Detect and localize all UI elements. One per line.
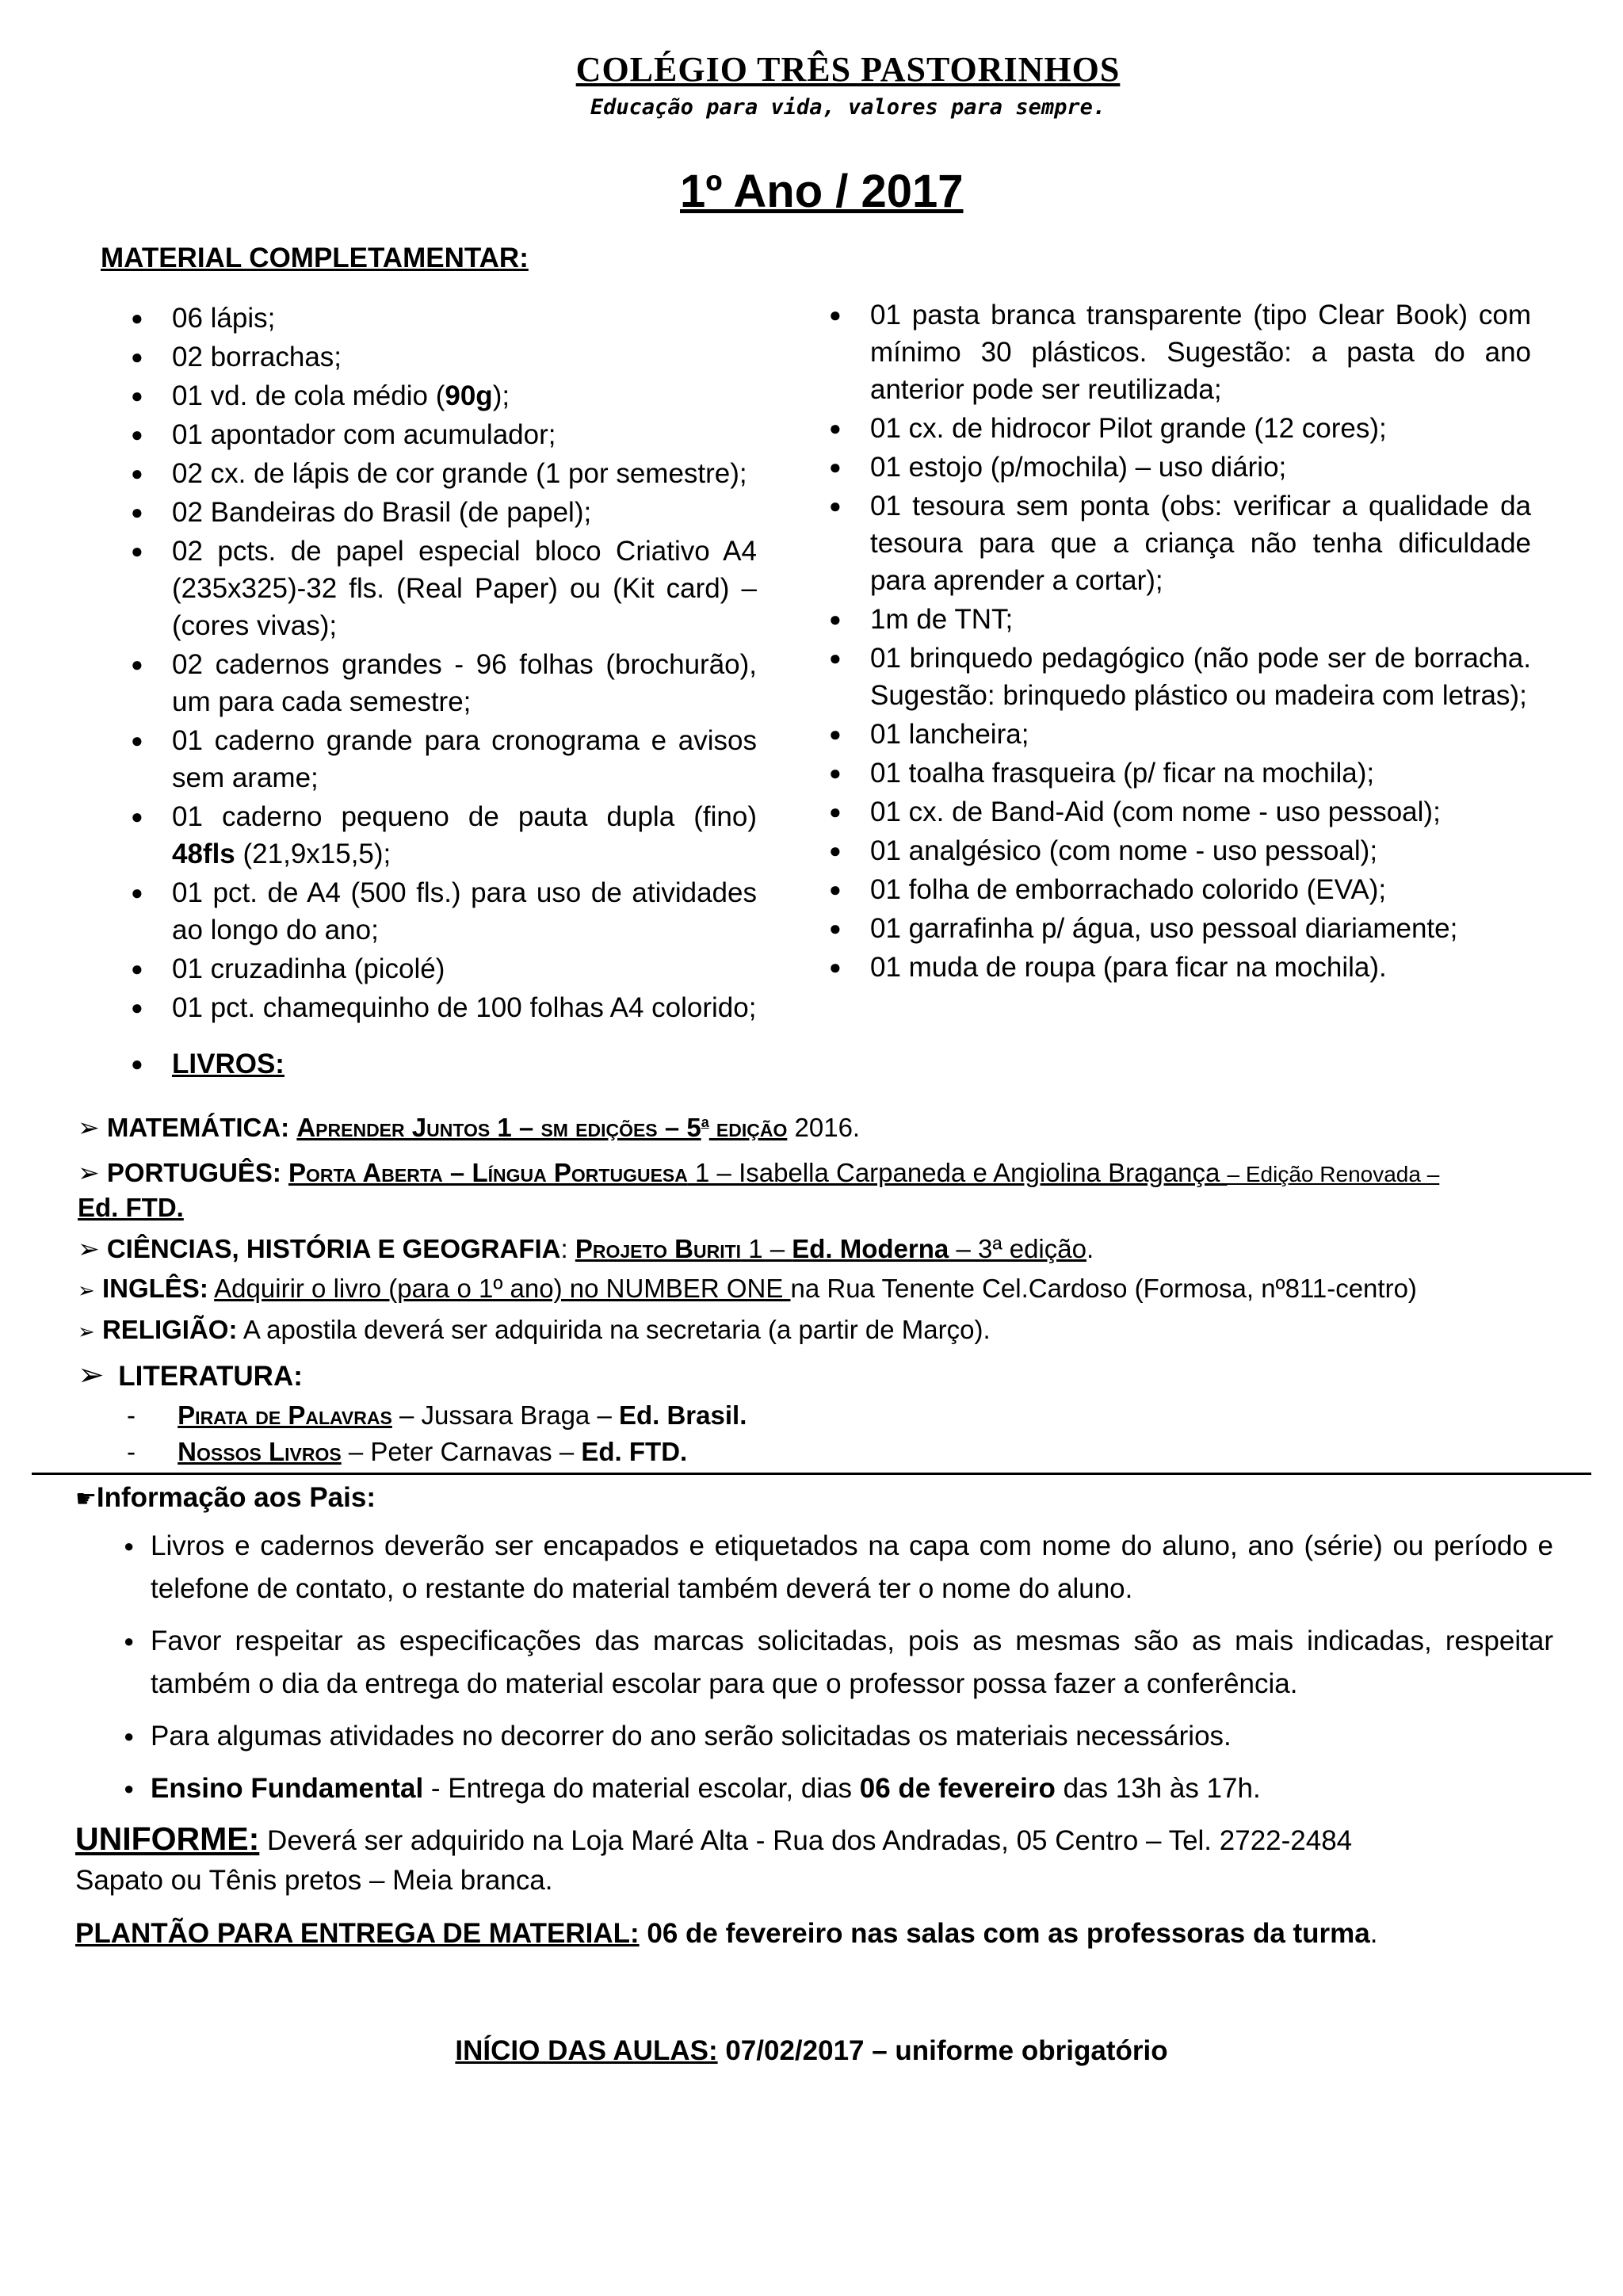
info-item [151, 1620, 1553, 1706]
book-subject: LITERATURA: [118, 1361, 303, 1392]
material-item [131, 646, 757, 720]
book-instruction: Adquirir o livro (para o 1º ano) no NUMBER ONE [214, 1274, 791, 1303]
material-item [829, 871, 1531, 908]
book-matematica [78, 1105, 860, 1145]
material-item [131, 300, 757, 337]
material-item-text: 01 pasta branca transparente (tipo Clear Book) com mínimo 30 plásticos. Sugestão: a pasta do ano anterior pode ser reutilizada; [870, 300, 1531, 405]
info-item-label: Ensino Fundamental [151, 1773, 424, 1804]
material-item [829, 449, 1531, 486]
book-subject: INGLÊS: [101, 1274, 208, 1303]
material-item-text: 01 muda de roupa (para ficar na mochila). [870, 952, 1387, 983]
info-title [75, 1482, 376, 1514]
material-item-text: 48fls [172, 839, 235, 869]
info-item [151, 1767, 1553, 1810]
book-religiao [78, 1312, 991, 1350]
inicio-label: INÍCIO DAS AULAS: [455, 2035, 718, 2066]
material-item [829, 487, 1531, 599]
material-item-text: 01 cx. de hidrocor Pilot grande (12 cores); [870, 413, 1387, 444]
book-title: Porta Aberta – Língua Portuguesa [288, 1158, 688, 1187]
info-item-text: - Entrega do material escolar, dias [423, 1773, 860, 1804]
book-edition: edição [708, 1113, 788, 1142]
uniforme-line2: Sapato ou Tênis pretos – Meia branca. [75, 1865, 553, 1896]
book-subject: RELIGIÃO: [101, 1315, 238, 1344]
material-item [829, 793, 1531, 831]
plantao-label: PLANTÃO PARA ENTREGA DE MATERIAL: [75, 1918, 640, 1949]
material-item [829, 949, 1531, 986]
material-item-text: 01 cx. de Band-Aid (com nome - uso pessoal); [870, 797, 1441, 827]
book-address: na Rua Tenente Cel.Cardoso (Formosa, nº811-centro) [790, 1274, 1417, 1303]
info-list [151, 1525, 1553, 1820]
plantao-text: 06 de fevereiro nas salas com as professoras da turma [639, 1918, 1370, 1949]
material-title: MATERIAL COMPLETAMENTAR: [101, 243, 529, 273]
material-item-text: 01 pct. de A4 (500 fls.) para uso de atividades ao longo do ano; [172, 877, 757, 946]
plantao-section [75, 1918, 1378, 1950]
pointing-hand-icon: ☛ [75, 1486, 97, 1512]
material-item-text: 01 pct. chamequinho de 100 folhas A4 colorido; [172, 992, 757, 1023]
literatura-publisher: Ed. Brasil. [618, 1400, 747, 1430]
uniforme-line1: Deverá ser adquirido na Loja Maré Alta - Rua dos Andradas, 05 Centro – Tel. 2722-2484 [259, 1825, 1353, 1856]
info-item-text: Livros e cadernos deverão ser encapados e etiquetados na capa com nome do aluno, ano (série) ou período e telefone de contato, o restante do material também deverá ter o nome do aluno. [151, 1530, 1553, 1604]
info-item [151, 1525, 1553, 1610]
material-list-left [131, 300, 757, 1026]
uniforme-label: UNIFORME: [75, 1820, 260, 1857]
arrow-icon: ➢ [78, 1112, 100, 1143]
info-item-hours: das 13h às 17h. [1055, 1773, 1261, 1804]
material-item-text: 02 cx. de lápis de cor grande (1 por semestre); [172, 458, 747, 489]
material-item-text: 01 garrafinha p/ água, uso pessoal diariamente; [870, 913, 1458, 944]
material-item [131, 338, 757, 376]
book-volume: 1 – [741, 1234, 792, 1263]
book-edition-sup: a [701, 1114, 709, 1130]
plantao-end: . [1369, 1918, 1378, 1949]
material-item [829, 716, 1531, 753]
inicio-section [0, 2035, 1623, 2067]
material-item-text: 02 cadernos grandes - 96 folhas (brochurão), um para cada semestre; [172, 649, 757, 717]
material-item-text: 01 analgésico (com nome - uso pessoal); [870, 835, 1378, 866]
literatura-title: Pirata de Palavras [178, 1400, 392, 1430]
info-item-text: Para algumas atividades no decorrer do ano serão solicitadas os materiais necessários. [151, 1721, 1232, 1752]
material-item-text: 01 vd. de cola médio ( [172, 380, 445, 411]
book-portugues [78, 1156, 1439, 1192]
arrow-icon: ➢ [78, 1357, 105, 1393]
book-publisher: Ed. Moderna [792, 1234, 949, 1263]
inicio-text: 07/02/2017 – uniforme obrigatório [717, 2035, 1168, 2066]
book-authors: 1 – Isabella Carpaneda e Angiolina Bragança [687, 1158, 1228, 1187]
material-item [829, 640, 1531, 714]
bullet-icon: ● [131, 1052, 143, 1075]
material-item-text: 1m de TNT; [870, 604, 1014, 635]
material-item-text: 01 cruzadinha (picolé) [172, 953, 445, 984]
material-item [829, 910, 1531, 947]
book-colon: : [560, 1234, 568, 1263]
material-item-text: 01 lancheira; [870, 719, 1029, 750]
arrow-icon: ➢ [78, 1320, 95, 1344]
book-subject: MATEMÁTICA: [106, 1113, 290, 1142]
material-item-text: 02 borrachas; [172, 342, 342, 372]
dash-icon: - [127, 1437, 136, 1466]
literatura-item [127, 1435, 687, 1469]
info-title-text: Informação aos Pais: [96, 1482, 376, 1513]
literatura-author: – Jussara Braga – [391, 1400, 619, 1430]
material-item-text: 01 apontador com acumulador; [172, 419, 556, 450]
dash-icon: - [127, 1400, 136, 1430]
material-item-text: 02 pcts. de papel especial bloco Criativo A4 (235x325)-32 fls. (Real Paper) ou (Kit card) – (cores vivas); [172, 536, 757, 641]
material-item [131, 950, 757, 988]
literatura-title: Nossos Livros [178, 1437, 342, 1466]
material-item [131, 533, 757, 644]
material-item-text: 06 lápis; [172, 303, 276, 334]
material-item-text: 01 toalha frasqueira (p/ ficar na mochila); [870, 758, 1375, 789]
arrow-icon: ➢ [78, 1279, 95, 1303]
material-item [131, 989, 757, 1026]
material-item [131, 377, 757, 415]
material-item-text: 01 folha de emborrachado colorido (EVA); [870, 874, 1387, 905]
book-subject: PORTUGUÊS: [106, 1158, 281, 1187]
material-item [131, 416, 757, 453]
book-edition-note: – Edição Renovada – [1227, 1162, 1440, 1186]
uniforme-section [75, 1819, 1352, 1901]
material-item-text: 01 caderno grande para cronograma e avisos sem arame; [172, 725, 757, 793]
material-item-text: ); [492, 380, 510, 411]
material-item-text: 01 tesoura sem ponta (obs: verificar a qualidade da tesoura para que a criança não tenha dificuldade para aprender a cortar); [870, 491, 1531, 596]
info-item [151, 1715, 1553, 1758]
section-divider [32, 1473, 1591, 1475]
arrow-icon: ➢ [78, 1233, 100, 1264]
material-item-text: 02 Bandeiras do Brasil (de papel); [172, 497, 592, 528]
book-ciencias [78, 1232, 1094, 1266]
school-name: COLÉGIO TRÊS PASTORINHOS [575, 50, 1121, 89]
book-literatura [78, 1357, 303, 1393]
book-title: Projeto Buriti [575, 1234, 742, 1263]
material-item [829, 296, 1531, 408]
year-title: 1º Ano / 2017 [680, 166, 964, 217]
material-item-text: 01 estojo (p/mochila) – uso diário; [870, 452, 1287, 483]
material-item-text: 01 brinquedo pedagógico (não pode ser de borracha. Sugestão: brinquedo plástico ou madeira com letras); [870, 643, 1531, 711]
material-item [829, 410, 1531, 447]
info-item-date: 06 de fevereiro [859, 1773, 1056, 1804]
material-item-text: 90g [445, 380, 493, 411]
info-item-text: Favor respeitar as especificações das marcas solicitadas, pois as mesmas são as mais indicadas, respeitar também o dia da entrega do material escolar para que o professor possa fazer a conferência. [151, 1626, 1553, 1699]
book-publisher: Ed. FTD. [78, 1193, 184, 1222]
material-item-text: 01 caderno pequeno de pauta dupla (fino) [172, 801, 757, 832]
material-item [829, 601, 1531, 638]
book-ingles [78, 1271, 1417, 1308]
material-item [131, 494, 757, 531]
books-title: LIVROS: [172, 1049, 285, 1079]
arrow-icon: ➢ [78, 1157, 100, 1188]
book-end: . [1086, 1234, 1094, 1263]
material-list-right [829, 296, 1531, 986]
book-title: Aprender Juntos 1 – sm edições – 5 [296, 1113, 701, 1142]
material-item [131, 722, 757, 797]
material-item [131, 874, 757, 949]
literatura-item [127, 1398, 747, 1433]
book-instruction: A apostila deverá ser adquirida na secretaria (a partir de Março). [237, 1315, 991, 1344]
material-item [131, 455, 757, 492]
literatura-author: – Peter Carnavas – [341, 1437, 582, 1466]
material-item-text: (21,9x15,5); [235, 839, 391, 869]
school-motto: Educação para vida, valores para sempre. [590, 95, 1106, 120]
material-item [131, 798, 757, 873]
book-edition: – 3ª edição [949, 1234, 1086, 1263]
book-subject: CIÊNCIAS, HISTÓRIA E GEOGRAFIA [106, 1234, 561, 1263]
book-year: 2016. [787, 1113, 861, 1142]
material-item [829, 832, 1531, 869]
material-item [829, 755, 1531, 792]
literatura-publisher: Ed. FTD. [581, 1437, 688, 1466]
